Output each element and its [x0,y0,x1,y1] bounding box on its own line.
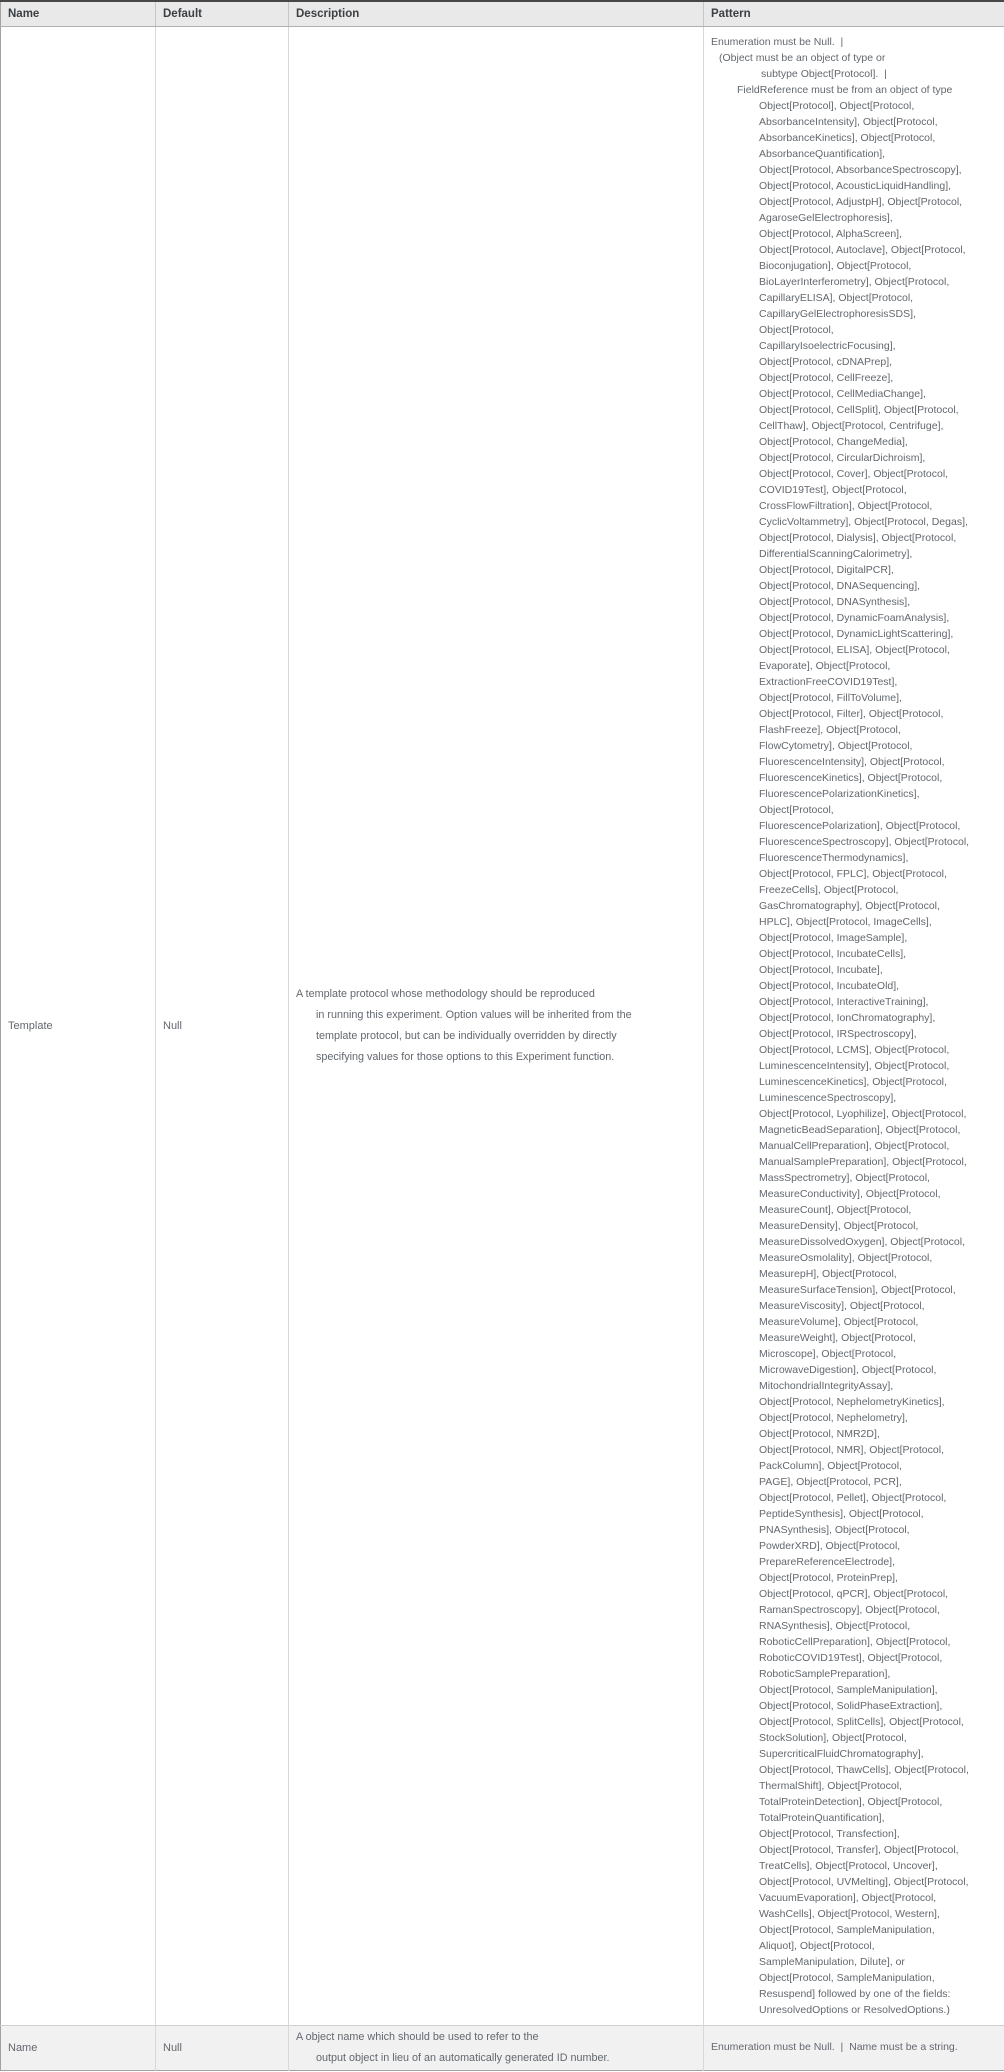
text-line: Object[Protocol, CellSplit], Object[Protocol, [759,403,959,416]
text-line: Object[Protocol, CellMediaChange], [759,387,926,400]
row-name-value: Name [8,2041,38,2054]
text-line: subtype Object[Protocol]. | [761,67,887,80]
text-line: Object[Protocol, Transfection], [759,1827,900,1840]
text-line: Object[Protocol, NMR], Object[Protocol, [759,1443,944,1456]
text-line: RNASynthesis], Object[Protocol, [759,1619,911,1632]
text-line: UnresolvedOptions or ResolvedOptions.) [759,2003,950,2016]
text-line: MeasureSurfaceTension], Object[Protocol, [759,1283,956,1296]
text-line: SupercriticalFluidChromatography], [759,1747,924,1760]
row-name-value: Template [8,1019,53,1032]
header-row [1,1,1004,26]
text-line: DifferentialScanningCalorimetry], [759,547,913,560]
text-line: Object[Protocol, DynamicFoamAnalysis], [759,611,950,624]
text-line: Object[Protocol, ELISA], Object[Protocol, [759,643,950,656]
text-line: Object[Protocol, FillToVolume], [759,691,902,704]
text-line: Object[Protocol, Dialysis], Object[Protocol, [759,531,957,544]
text-line: Object[Protocol, NMR2D], [759,1427,880,1440]
text-line: (Object must be an object of type or [719,51,886,64]
text-line: PNASynthesis], Object[Protocol, [759,1523,910,1536]
text-line: Object[Protocol, IncubateCells], [759,947,907,960]
text-line: ManualCellPreparation], Object[Protocol, [759,1139,950,1152]
text-line: Object[Protocol, CellFreeze], [759,371,894,384]
text-line: Object[Protocol, SampleManipulation], [759,1683,938,1696]
text-line: Object[Protocol, IncubateOld], [759,979,900,992]
text-line: Object[Protocol, ThawCells], Object[Protocol, [759,1763,969,1776]
table-row-name [1,2025,1004,2070]
text-line: Object[Protocol, ImageSample], [759,931,908,944]
cell-default [156,26,289,2025]
cell-name [1,26,156,2025]
cell-description [289,2025,704,2070]
text-line: Object[Protocol, UVMelting], Object[Protocol, [759,1875,969,1888]
text-line: TreatCells], Object[Protocol, Uncover], [759,1859,938,1872]
text-line: FluorescenceIntensity], Object[Protocol, [759,755,945,768]
text-line: LuminescenceSpectroscopy], [759,1091,897,1104]
text-line: Object[Protocol, Pellet], Object[Protocol, [759,1491,947,1504]
cell-pattern [704,26,1004,2025]
text-line: TotalProteinQuantification], [759,1811,885,1824]
text-line: ManualSamplePreparation], Object[Protocol, [759,1155,967,1168]
text-line: MeasureDensity], Object[Protocol, [759,1219,919,1232]
text-line: AgaroseGelElectrophoresis], [759,211,893,224]
text-line: FlashFreeze], Object[Protocol, [759,723,901,736]
text-line: FieldReference must be from an object of type [737,83,953,96]
text-line: FreezeCells], Object[Protocol, [759,883,899,896]
text-line: Object[Protocol, Nephelometry], [759,1411,908,1424]
text-line: template protocol, but can be individually overridden by directly [316,1029,617,1042]
text-line: Object[Protocol, IonChromatography], [759,1011,936,1024]
text-line: Object[Protocol, ProteinPrep], [759,1571,898,1584]
text-line: Object[Protocol, AcousticLiquidHandling], [759,179,952,192]
text-line: MeasureWeight], Object[Protocol, [759,1331,916,1344]
text-line: RoboticCellPreparation], Object[Protocol, [759,1635,951,1648]
text-line: Object[Protocol, DNASequencing], [759,579,921,592]
text-line: Object[Protocol, CircularDichroism], [759,451,926,464]
text-line: RoboticSamplePreparation], [759,1667,891,1680]
text-line: LuminescenceIntensity], Object[Protocol, [759,1059,950,1072]
text-line: MeasureVolume], Object[Protocol, [759,1315,919,1328]
text-line: Enumeration must be Null. | [711,35,844,48]
text-line: StockSolution], Object[Protocol, [759,1731,907,1744]
text-line: Object[Protocol, SampleManipulation, [759,1971,935,1984]
text-line: Object[Protocol, AlphaScreen], [759,227,902,240]
text-line: Evaporate], Object[Protocol, [759,659,891,672]
text-line: Object[Protocol, InteractiveTraining], [759,995,929,1008]
text-line: AbsorbanceKinetics], Object[Protocol, [759,131,936,144]
text-line: Object[Protocol, AdjustpH], Object[Protocol, [759,195,963,208]
text-line: Enumeration must be Null. | Name must be a string. [711,2041,958,2053]
text-line: Object[Protocol, DynamicLightScattering], [759,627,954,640]
column-header-description: Description [289,1,704,26]
column-header-name: Name [1,1,156,26]
text-line: CrossFlowFiltration], Object[Protocol, [759,499,933,512]
text-line: Object[Protocol], Object[Protocol, [759,99,915,112]
text-line: PeptideSynthesis], Object[Protocol, [759,1507,924,1520]
pattern-text [711,34,1004,2018]
text-line: Object[Protocol, AbsorbanceSpectroscopy], [759,163,962,176]
row-default-value: Null [163,1019,182,1032]
text-line: Object[Protocol, ChangeMedia], [759,435,908,448]
text-line: in running this experiment. Option values will be inherited from the [316,1008,632,1021]
text-line: MicrowaveDigestion], Object[Protocol, [759,1363,937,1376]
text-line: Object[Protocol, DNASynthesis], [759,595,911,608]
column-header-pattern: Pattern [704,1,1004,26]
text-line: MeasurepH], Object[Protocol, [759,1267,897,1280]
text-line: MassSpectrometry], Object[Protocol, [759,1171,930,1184]
text-line: Object[Protocol, qPCR], Object[Protocol, [759,1587,949,1600]
cell-default [156,2025,289,2070]
text-line: VacuumEvaporation], Object[Protocol, [759,1891,937,1904]
text-line: CapillaryGelElectrophoresisSDS], [759,307,916,320]
text-line: Object[Protocol, SplitCells], Object[Protocol, [759,1715,964,1728]
table-row-template [1,26,1004,2025]
text-line: MeasureOsmolality], Object[Protocol, [759,1251,933,1264]
text-line: Aliquot], Object[Protocol, [759,1939,875,1952]
text-line: Object[Protocol, SampleManipulation, [759,1923,935,1936]
text-line: Object[Protocol, Transfer], Object[Protocol, [759,1843,959,1856]
text-line: Object[Protocol, DigitalPCR], [759,563,894,576]
text-line: CapillaryELISA], Object[Protocol, [759,291,914,304]
text-line: CapillaryIsoelectricFocusing], [759,339,896,352]
description-text [296,2027,703,2069]
text-line: CellThaw], Object[Protocol, Centrifuge], [759,419,944,432]
text-line: FluorescencePolarizationKinetics], [759,787,920,800]
text-line: COVID19Test], Object[Protocol, [759,483,907,496]
text-line: A object name which should be used to refer to the [296,2030,539,2043]
text-line: Object[Protocol, cDNAPrep], [759,355,893,368]
text-line: ExtractionFreeCOVID19Test], [759,675,898,688]
text-line: HPLC], Object[Protocol, ImageCells], [759,915,932,928]
text-line: FluorescenceSpectroscopy], Object[Protocol, [759,835,970,848]
text-line: Object[Protocol, [759,803,834,816]
text-line: Object[Protocol, Filter], Object[Protocol, [759,707,944,720]
text-line: FluorescenceKinetics], Object[Protocol, [759,771,943,784]
text-line: MeasureConductivity], Object[Protocol, [759,1187,941,1200]
text-line: Object[Protocol, NephelometryKinetics], [759,1395,945,1408]
text-line: MeasureCount], Object[Protocol, [759,1203,912,1216]
text-line: FluorescenceThermodynamics], [759,851,909,864]
text-line: Object[Protocol, IRSpectroscopy], [759,1027,917,1040]
column-header-default: Default [156,1,289,26]
text-line: Microscope], Object[Protocol, [759,1347,897,1360]
text-line: A template protocol whose methodology should be reproduced [296,987,595,1000]
text-line: AbsorbanceIntensity], Object[Protocol, [759,115,938,128]
description-text [296,984,703,1068]
text-line: BioLayerInterferometry], Object[Protocol, [759,275,950,288]
cell-name [1,2025,156,2070]
text-line: GasChromatography], Object[Protocol, [759,899,940,912]
text-line: RoboticCOVID19Test], Object[Protocol, [759,1651,943,1664]
text-line: Object[Protocol, Cover], Object[Protocol, [759,467,949,480]
text-line: AbsorbanceQuantification], [759,147,886,160]
text-line: Resuspend] followed by one of the fields: [759,1987,951,2000]
text-line: LuminescenceKinetics], Object[Protocol, [759,1075,947,1088]
text-line: PackColumn], Object[Protocol, [759,1459,902,1472]
text-line: Object[Protocol, SolidPhaseExtraction], [759,1699,943,1712]
text-line: MeasureDissolvedOxygen], Object[Protocol, [759,1235,966,1248]
text-line: Object[Protocol, Incubate], [759,963,883,976]
text-line: WashCells], Object[Protocol, Western], [759,1907,940,1920]
text-line: PAGE], Object[Protocol, PCR], [759,1475,902,1488]
text-line: Object[Protocol, FPLC], Object[Protocol, [759,867,947,880]
cell-pattern [704,2025,1004,2070]
cell-description [289,26,704,2025]
table-header [1,1,1004,26]
text-line: MagneticBeadSeparation], Object[Protocol, [759,1123,961,1136]
row-default-value: Null [163,2041,182,2054]
text-line: output object in lieu of an automatically generated ID number. [316,2051,610,2064]
text-line: Object[Protocol, Autoclave], Object[Protocol, [759,243,966,256]
text-line: Bioconjugation], Object[Protocol, [759,259,912,272]
text-line: RamanSpectroscopy], Object[Protocol, [759,1603,940,1616]
text-line: TotalProteinDetection], Object[Protocol, [759,1795,943,1808]
pattern-text [711,2040,1004,2055]
text-line: CyclicVoltammetry], Object[Protocol, Degas], [759,515,968,528]
text-line: ThermalShift], Object[Protocol, [759,1779,902,1792]
text-line: Object[Protocol, LCMS], Object[Protocol, [759,1043,950,1056]
text-line: FlowCytometry], Object[Protocol, [759,739,913,752]
text-line: PrepareReferenceElectrode], [759,1555,895,1568]
text-line: Object[Protocol, Lyophilize], Object[Protocol, [759,1107,967,1120]
text-line: PowderXRD], Object[Protocol, [759,1539,901,1552]
text-line: SampleManipulation, Dilute], or [759,1955,905,1968]
text-line: MitochondrialIntegrityAssay], [759,1379,894,1392]
text-line: specifying values for those options to this Experiment function. [316,1050,615,1063]
text-line: FluorescencePolarization], Object[Protocol, [759,819,961,832]
text-line: MeasureViscosity], Object[Protocol, [759,1299,925,1312]
text-line: Object[Protocol, [759,323,834,336]
